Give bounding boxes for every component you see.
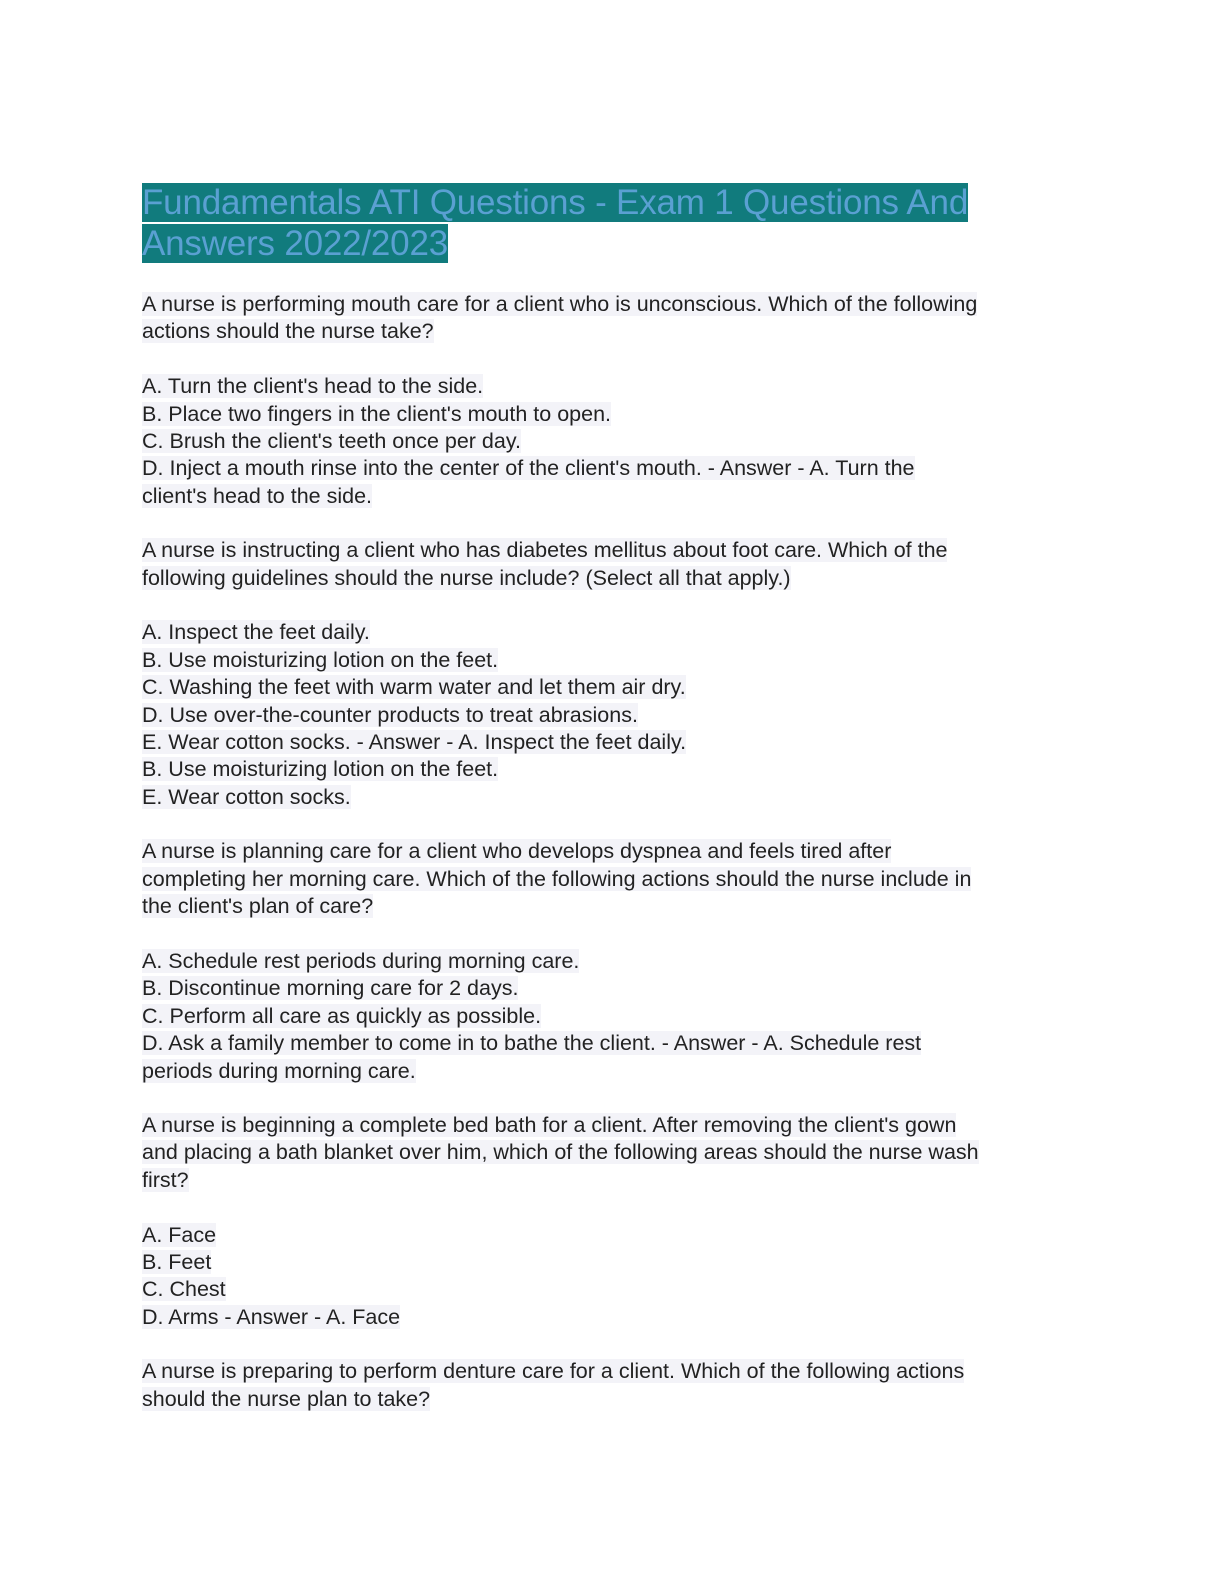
option-line: client's head to the side. bbox=[142, 483, 373, 508]
question-2 bbox=[142, 537, 1082, 811]
option-line: A. Face bbox=[142, 1222, 217, 1247]
stem-line: A nurse is performing mouth care for a client who is unconscious. Which of the following bbox=[142, 292, 978, 316]
option-line: C. Brush the client's teeth once per day. bbox=[142, 429, 521, 454]
answer-options bbox=[142, 1222, 1082, 1332]
option-line: periods during morning care. bbox=[142, 1058, 416, 1083]
question-3 bbox=[142, 838, 1082, 1085]
question-stem bbox=[142, 537, 1082, 592]
question-stem bbox=[142, 1112, 1082, 1194]
option-line: B. Use moisturizing lotion on the feet. bbox=[142, 647, 499, 672]
stem-line: following guidelines should the nurse include? (Select all that apply.) bbox=[142, 565, 791, 590]
title-line: Fundamentals ATI Questions - Exam 1 Questions And bbox=[142, 183, 969, 222]
option-line: D. Ask a family member to come in to bathe the client. - Answer - A. Schedule rest bbox=[142, 1031, 922, 1056]
option-line: C. Washing the feet with warm water and let them air dry. bbox=[142, 675, 686, 700]
question-5 bbox=[142, 1358, 1082, 1413]
title-line: Answers 2022/2023 bbox=[142, 224, 448, 263]
option-line: B. Discontinue morning care for 2 days. bbox=[142, 976, 519, 1001]
stem-line: completing her morning care. Which of the following actions should the nurse include in bbox=[142, 866, 972, 891]
option-line: C. Chest bbox=[142, 1277, 226, 1302]
answer-options bbox=[142, 619, 1082, 811]
stem-line: A nurse is instructing a client who has diabetes mellitus about foot care. Which of the bbox=[142, 538, 948, 563]
option-line: B. Place two fingers in the client's mouth to open. bbox=[142, 401, 612, 426]
document-page bbox=[142, 182, 1082, 1413]
answer-options bbox=[142, 948, 1082, 1085]
stem-line: and placing a bath blanket over him, which of the following areas should the nurse wash bbox=[142, 1140, 979, 1165]
stem-line: A nurse is preparing to perform denture care for a client. Which of the following actions bbox=[142, 1359, 965, 1384]
answer-options bbox=[142, 373, 1082, 510]
stem-line: A nurse is beginning a complete bed bath for a client. After removing the client's gown bbox=[142, 1112, 957, 1137]
option-line: D. Inject a mouth rinse into the center of the client's mouth. - Answer - A. Turn the bbox=[142, 456, 915, 481]
stem-line: the client's plan of care? bbox=[142, 894, 374, 919]
question-stem bbox=[142, 838, 1082, 920]
option-line: B. Use moisturizing lotion on the feet. bbox=[142, 757, 499, 782]
question-stem bbox=[142, 291, 1082, 346]
question-1 bbox=[142, 291, 1082, 510]
option-line: A. Inspect the feet daily. bbox=[142, 620, 370, 645]
stem-line: should the nurse plan to take? bbox=[142, 1386, 431, 1411]
stem-line: first? bbox=[142, 1167, 189, 1192]
document-title bbox=[142, 182, 1082, 264]
option-line: E. Wear cotton socks. - Answer - A. Inspect the feet daily. bbox=[142, 730, 687, 755]
option-line: D. Arms - Answer - A. Face bbox=[142, 1304, 401, 1329]
option-line: A. Turn the client's head to the side. bbox=[142, 374, 484, 399]
option-line: B. Feet bbox=[142, 1249, 212, 1274]
stem-line: A nurse is planning care for a client who develops dyspnea and feels tired after bbox=[142, 839, 892, 864]
question-4 bbox=[142, 1112, 1082, 1331]
option-line: D. Use over-the-counter products to treat abrasions. bbox=[142, 702, 638, 727]
option-line: A. Schedule rest periods during morning care. bbox=[142, 948, 580, 973]
stem-line: actions should the nurse take? bbox=[142, 319, 434, 344]
question-stem bbox=[142, 1358, 1082, 1413]
option-line: C. Perform all care as quickly as possible. bbox=[142, 1003, 542, 1028]
option-line: E. Wear cotton socks. bbox=[142, 784, 351, 809]
